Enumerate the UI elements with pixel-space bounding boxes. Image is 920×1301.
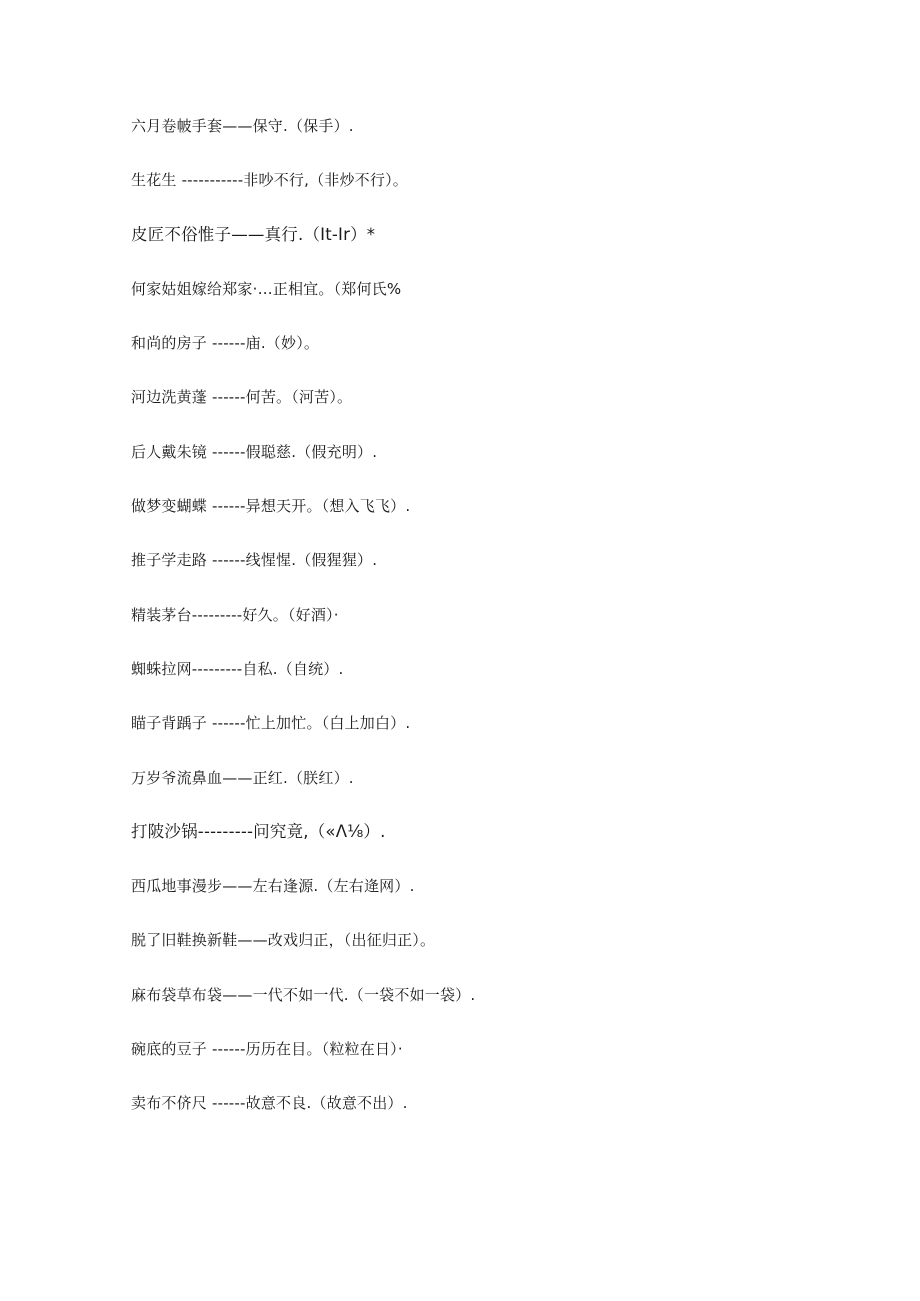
- list-item: 万岁爷流鼻血——正红.（朕红）.: [131, 768, 354, 787]
- list-item: 后人戴朱镜 ------假聪慈.（假充明）.: [131, 442, 378, 461]
- list-item: 河边洗黄蓬 ------何苦。（河苦）。: [131, 388, 353, 407]
- list-item: 碗底的豆子 ------历历在目。（粒粒在日）·: [131, 1040, 403, 1059]
- list-item: 皮匠不俗惟子——真行.（It-Ir）*: [131, 224, 376, 244]
- list-item: 六月卷帔手套——保守.（保手）.: [131, 117, 354, 135]
- list-item: 精装茅台---------好久。（好酒）·: [131, 605, 339, 624]
- list-item: 何家姑姐嫁给郑家·…正相宜。（郑何氏%: [131, 279, 402, 298]
- list-item: 蜘蛛拉网---------自私.（自统）.: [131, 659, 344, 678]
- list-item: 打陂沙锅---------问究竟,（«Λ⅛）.: [131, 821, 386, 841]
- xiehouyu-list: [131, 114, 475, 1146]
- list-item: 生花生 -----------非吵不行,（非炒不行）。: [131, 171, 408, 190]
- list-item: 和尚的房子 ------庙.（妙）。: [131, 334, 320, 353]
- list-item: 脱了旧鞋换新鞋——改戏归正，（出征归正）。: [131, 931, 436, 950]
- list-item: 瞄子背踽子 ------忙上加忙。（白上加白）.: [131, 714, 411, 733]
- list-item: 做梦变蝴蝶 ------异想天开。（想入飞飞）.: [131, 497, 411, 516]
- list-item: 推子学走路 ------线惺惺.（假猩猩）.: [131, 551, 378, 570]
- list-item: 卖布不侪尺 ------故意不良.（故意不出）.: [131, 1094, 408, 1113]
- list-item: 西瓜地事漫步——左右逢源.（左右逄网）.: [131, 877, 415, 896]
- list-item: 麻布袋草布袋——一代不如一代.（一袋不如一袋）.: [131, 985, 476, 1004]
